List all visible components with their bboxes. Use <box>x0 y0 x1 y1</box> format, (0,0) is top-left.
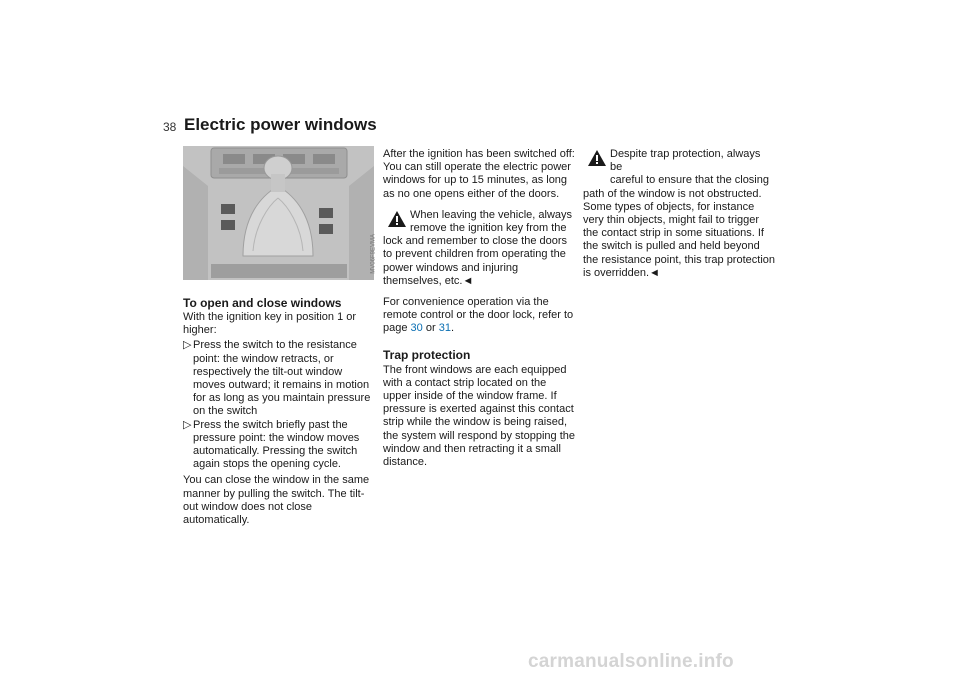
page-link-30[interactable]: 30 <box>410 322 423 335</box>
console-switches-photo <box>183 146 377 280</box>
page-number: 38 <box>163 120 177 134</box>
section-heading-trap: Trap protection <box>383 347 471 362</box>
page-link-31[interactable]: 31 <box>438 322 451 335</box>
section-heading-open-close: To open and close windows <box>183 296 342 310</box>
warning-rest: lock and remember to close the doors to prevent children from operating the power windows and injuring themselves, etc. <box>383 235 568 287</box>
page-title: Electric power windows <box>184 115 377 134</box>
column-3 <box>583 148 775 280</box>
photo-code: MV06F9EVMA <box>371 234 377 274</box>
section-outro: You can close the window in the same manner by pulling the switch. The tilt-out window does not close automatically. <box>183 474 370 527</box>
warning-line-1: When leaving the vehicle, always <box>410 208 573 221</box>
bullet-item-1 <box>183 339 375 418</box>
column-2 <box>383 148 575 469</box>
section-intro: With the ignition key in position 1 or higher: <box>183 311 357 337</box>
warning-block-trap <box>583 148 775 280</box>
period: . <box>450 322 455 335</box>
warning-triangle-icon <box>587 149 607 167</box>
bullet-arrow-icon: ▷ <box>183 418 192 431</box>
console-photo-drawing <box>183 146 374 280</box>
warning-triangle-icon <box>387 210 407 228</box>
warning-line-2: careful to ensure that the closing <box>610 174 769 187</box>
ignition-off-paragraph: After the ignition has been switched off: You can still operate the electric power windows for up to 15 minutes, as long as no one opens either of the doors. <box>383 148 575 200</box>
warning-line-2: remove the ignition key from the <box>410 222 567 235</box>
bullet-arrow-icon: ▷ <box>183 339 192 352</box>
convenience-text: For convenience operation via the remote control or the door lock, refer to page <box>383 296 574 335</box>
warning-rest: path of the window is not obstructed. Some types of objects, for instance very thin objects, might fail to trigger the contact strip in some situations. If the switch is pulled and held beyond the resistance point, this trap protection is overridden. <box>583 187 775 279</box>
bullet-text-2: Press the switch briefly past the pressure point: the window moves automatically. Pressing the switch again stops the opening cycle. <box>193 418 360 471</box>
section-open-close <box>183 296 375 527</box>
convenience-paragraph <box>383 296 575 336</box>
end-mark: ◄ <box>462 274 474 287</box>
or-text: or <box>425 322 436 335</box>
end-mark: ◄ <box>649 266 660 279</box>
watermark: carmanualsonline.info <box>528 651 734 672</box>
trap-protection-paragraph: The front windows are each equipped with a contact strip located on the upper inside of the window frame. If pressure is exerted against this contact strip while the window is being raised, the system will respond by stopping the window and then retracting it a small distance. <box>383 363 575 469</box>
bullet-text-1: Press the switch to the resistance point: the window retracts, or respectively the tilt-out window moves outward; it remains in motion for as long as you maintain pressure on the switch <box>193 339 371 418</box>
warning-block-key <box>383 209 575 288</box>
warning-line-1: Despite trap protection, always be <box>610 148 761 174</box>
bullet-item-2 <box>183 419 375 472</box>
